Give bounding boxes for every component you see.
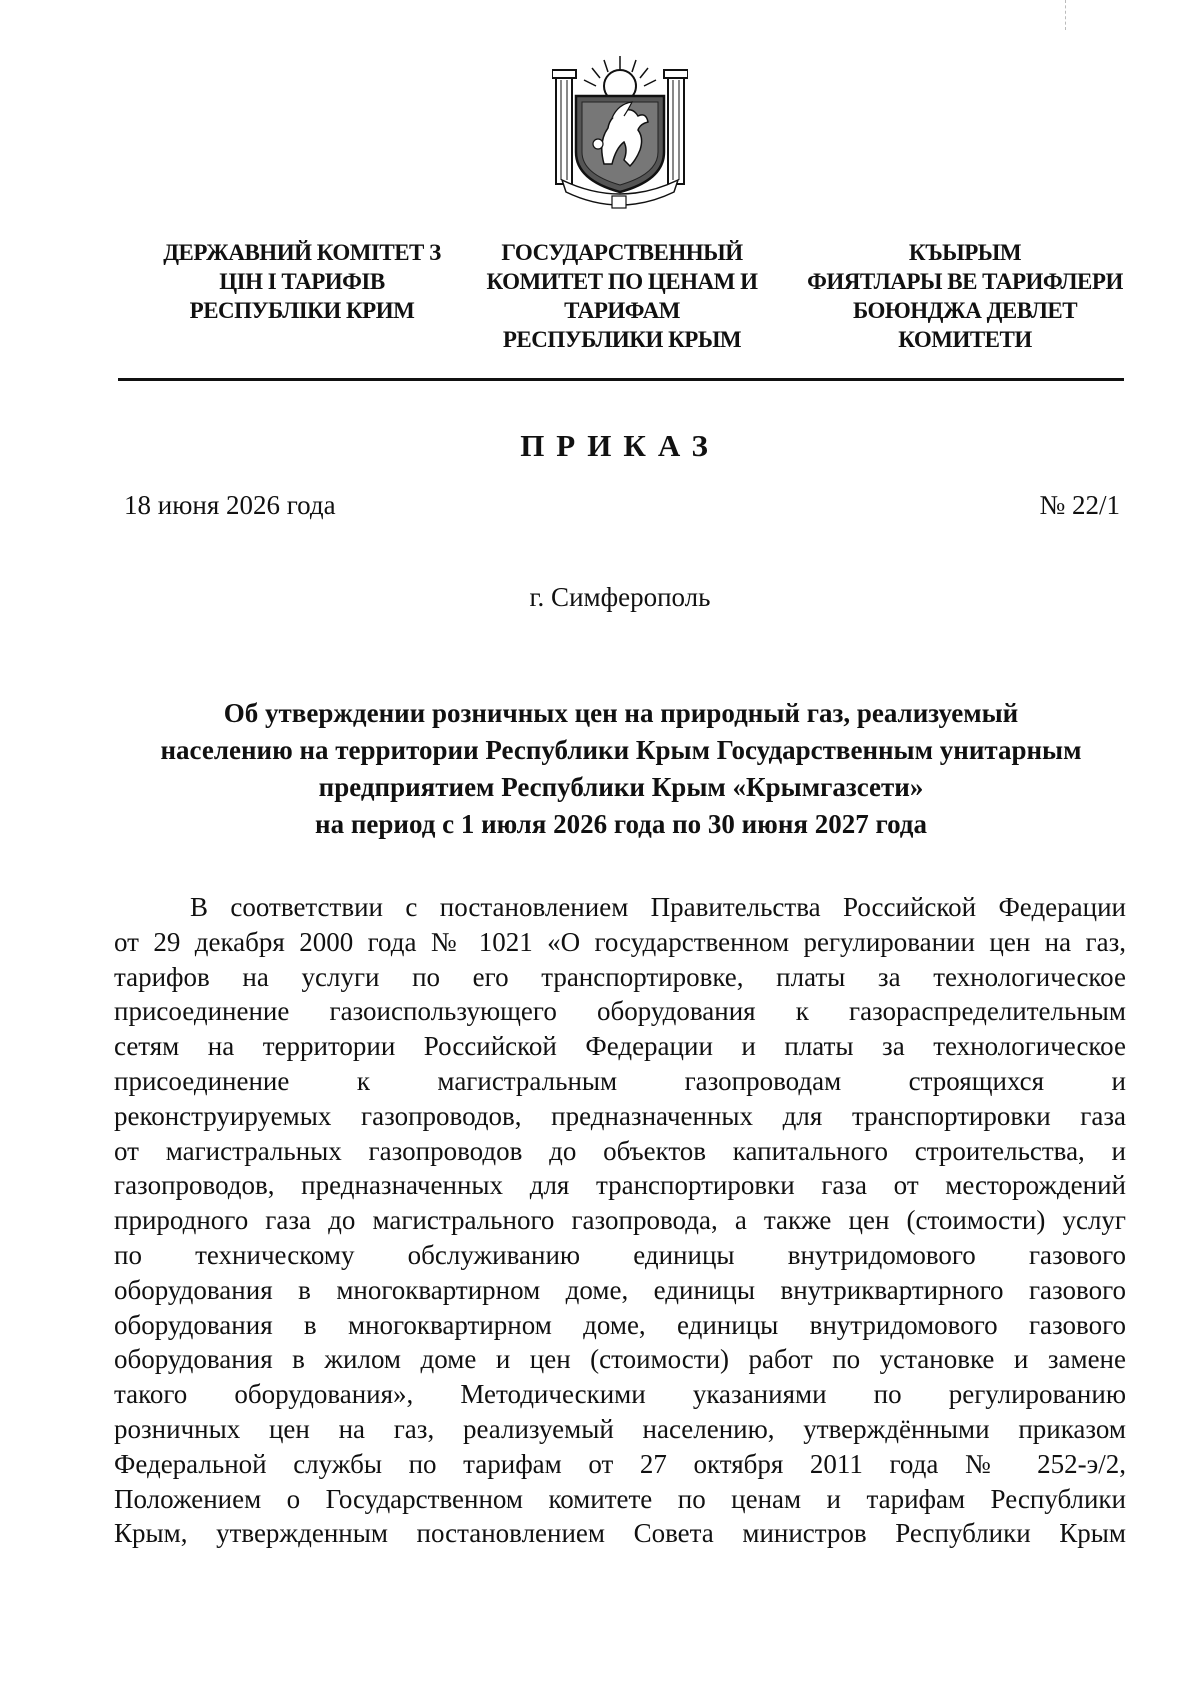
scan-margin-mark — [1065, 0, 1067, 30]
body-line: Крым, утвержденным постановлением Совета министров Республики Крым — [114, 1518, 1126, 1549]
body-line: природного газа до магистрального газопровода, а также цен (стоимости) услуг — [114, 1205, 1126, 1236]
header-line: ФИЯТЛАРЫ ВЕ ТАРИФЛЕРИ — [807, 269, 1123, 294]
body-line: сетям на территории Российской Федерации и платы за технологическое — [114, 1031, 1126, 1062]
coat-of-arms-emblem — [552, 52, 688, 212]
body-line: оборудования в многоквартирном доме, единицы внутридомового газового — [114, 1309, 1126, 1340]
document-type-title: ПРИКАЗ — [520, 428, 720, 463]
body-line: реконструируемых газопроводов, предназначенных для транспортировки газа — [114, 1100, 1126, 1131]
document-body — [114, 890, 1126, 1551]
body-line: В соответствии с постановлением Правительства Российской Федерации — [190, 892, 1126, 922]
header-line: КОМИТЕТ ПО ЦЕНАМ И — [486, 269, 758, 294]
header-divider — [118, 378, 1124, 381]
header-ukrainian — [132, 238, 472, 325]
subject-line: на период с 1 июля 2026 года по 30 июня 2027 года — [315, 809, 927, 839]
header-line: РЕСПУБЛИКИ КРЫМ — [502, 327, 742, 352]
subject-line: Об утверждении розничных цен на природный газ, реализуемый — [223, 698, 1019, 728]
body-line: Положением о Государственном комитете по ценам и тарифам Республики — [114, 1483, 1126, 1514]
header-line: РЕСПУБЛІКИ КРИМ — [189, 298, 415, 323]
header-line: ДЕРЖАВНИЙ КОМІТЕТ З — [163, 240, 441, 265]
body-line: присоединение газоиспользующего оборудования к газораспределительным — [114, 996, 1126, 1027]
body-line: оборудования в многоквартирном доме, единицы внутриквартирного газового — [114, 1274, 1126, 1305]
document-city: г. Симферополь — [529, 582, 711, 612]
body-line: оборудования в жилом доме и цен (стоимости) работ по установке и замене — [114, 1344, 1126, 1375]
header-crimean-tatar — [800, 238, 1130, 354]
body-line: розничных цен на газ, реализуемый населению, утверждёнными приказом — [114, 1413, 1126, 1444]
header-line: БОЮНДЖА ДЕВЛЕТ — [852, 298, 1078, 323]
document-subject — [118, 695, 1124, 843]
document-date: 18 июня 2026 года — [124, 490, 336, 520]
body-line: от магистральных газопроводов до объектов капитального строительства, и — [114, 1135, 1126, 1166]
header-russian — [462, 238, 782, 354]
subject-line: предприятием Республики Крым «Крымгазсети» — [318, 772, 924, 802]
document-number: № 22/1 — [1039, 490, 1120, 520]
header-line: КОМИТЕТИ — [898, 327, 1032, 352]
body-line: присоединение к магистральным газопроводам строящихся и — [114, 1065, 1126, 1096]
header-line: ГОСУДАРСТВЕННЫЙ — [501, 240, 743, 265]
body-line: по техническому обслуживанию единицы внутридомового газового — [114, 1239, 1126, 1270]
header-line: ЦІН І ТАРИФІВ — [219, 269, 385, 294]
body-line: тарифов на услуги по его транспортировке, платы за технологическое — [114, 961, 1126, 992]
body-line: от 29 декабря 2000 года № 1021 «О государственном регулировании цен на газ, — [114, 926, 1126, 957]
body-line: такого оборудования», Методическими указаниями по регулированию — [114, 1379, 1126, 1410]
subject-line: населению на территории Республики Крым Государственным унитарным — [160, 735, 1082, 765]
header-line: ТАРИФАМ — [564, 298, 680, 323]
body-line: газопроводов, предназначенных для транспортировки газа от месторождений — [114, 1170, 1126, 1201]
body-line: Федеральной службы по тарифам от 27 октября 2011 года № 252-э/2, — [114, 1448, 1126, 1479]
header-line: КЪЫРЫМ — [908, 240, 1022, 265]
